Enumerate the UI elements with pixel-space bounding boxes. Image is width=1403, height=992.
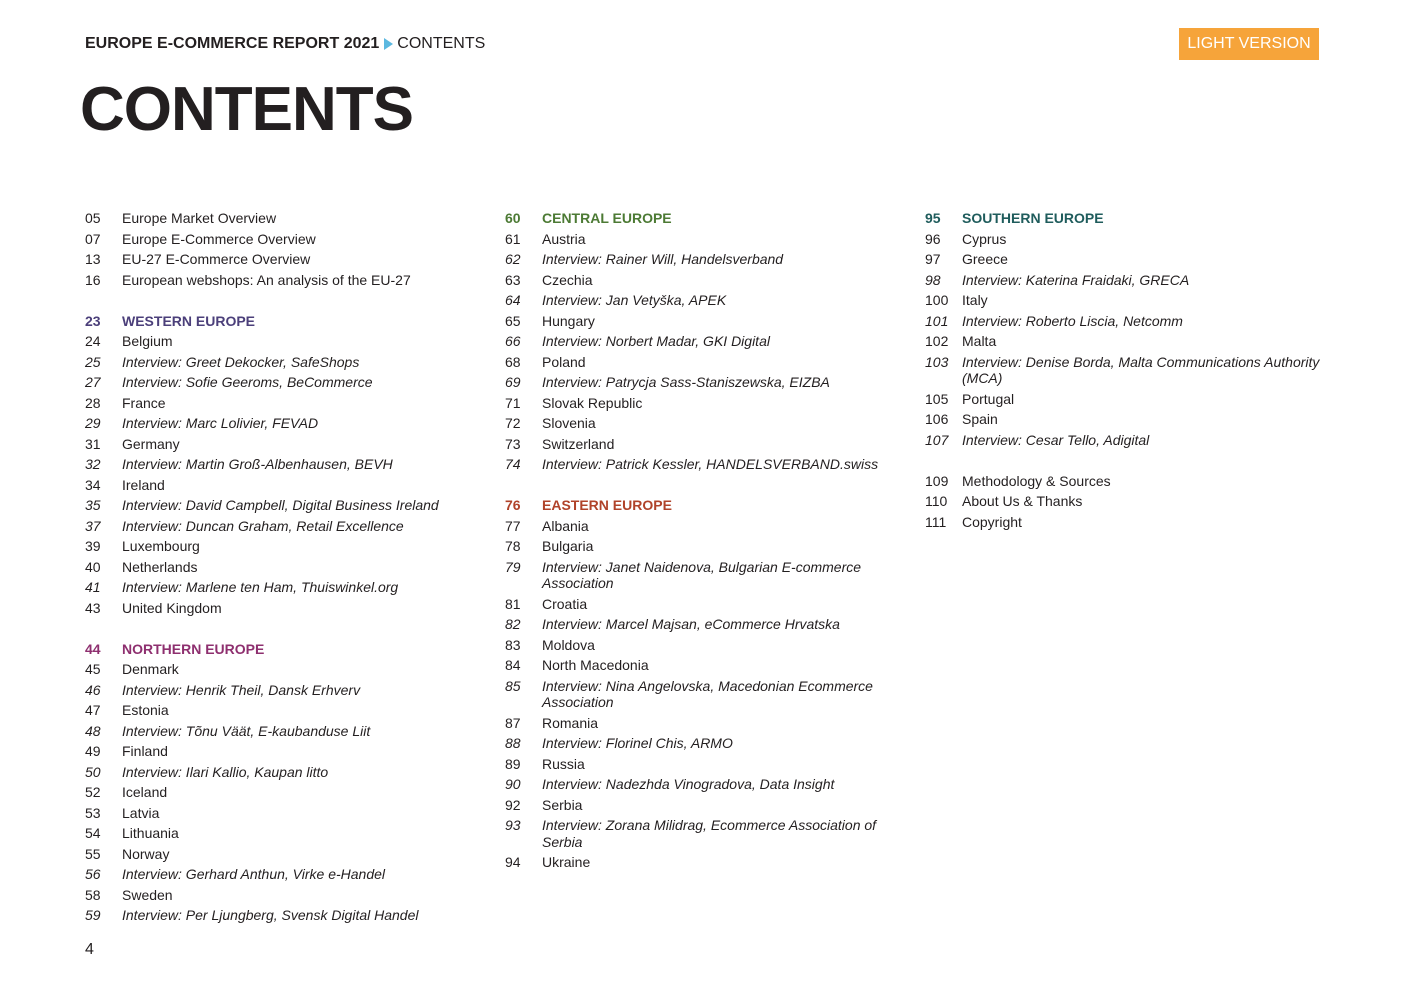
toc-entry[interactable] <box>925 331 1325 352</box>
toc-entry-title: About Us & Thanks <box>962 493 1083 509</box>
toc-entry-title: France <box>122 394 166 411</box>
report-title: EUROPE E-COMMERCE REPORT 2021 <box>85 35 380 52</box>
toc-page-number: 109 <box>925 472 949 489</box>
toc-entry[interactable] <box>505 754 905 775</box>
toc-entry[interactable] <box>505 372 905 393</box>
toc-entry[interactable] <box>505 733 905 754</box>
page-title: CONTENTS <box>80 75 413 144</box>
toc-entry[interactable] <box>85 557 485 578</box>
toc-page-number: 72 <box>505 415 521 431</box>
toc-page-number: 32 <box>85 456 101 472</box>
toc-entry[interactable] <box>85 762 485 783</box>
toc-page-number: 96 <box>925 230 941 247</box>
toc-entry[interactable] <box>505 774 905 795</box>
toc-entry-title: Interview: Per Ljungberg, Svensk Digital Handel <box>122 907 419 923</box>
toc-entry-title: United Kingdom <box>122 599 222 616</box>
toc-entry-title: Moldova <box>542 636 595 653</box>
toc-entry[interactable] <box>505 557 905 594</box>
toc-page-number: 100 <box>925 292 949 308</box>
toc-entry-title: Norway <box>122 845 170 862</box>
toc-entry-title: Greece <box>962 251 1008 267</box>
toc-entry[interactable] <box>85 885 485 906</box>
toc-entry-title: Denmark <box>122 661 179 677</box>
toc-page-number: 111 <box>925 513 947 530</box>
section-heading[interactable] <box>85 311 485 332</box>
toc-page-number: 82 <box>505 616 521 632</box>
toc-page-number: 49 <box>85 743 101 759</box>
toc-entry[interactable] <box>505 594 905 615</box>
toc-entry-title: Interview: Gerhard Anthun, Virke e-Handel <box>122 866 386 882</box>
toc-entry[interactable] <box>505 393 905 414</box>
toc-page-number: 68 <box>505 353 521 370</box>
toc-page-number: 31 <box>85 435 101 452</box>
toc-page-number: 95 <box>925 210 941 226</box>
contents-column-3 <box>925 208 1325 532</box>
toc-page-number: 48 <box>85 722 101 739</box>
toc-page-number: 41 <box>85 579 101 595</box>
toc-entry-title: Lithuania <box>122 825 179 841</box>
toc-entry-title: European webshops: An analysis of the EU-27 <box>122 271 411 288</box>
toc-entry[interactable] <box>85 823 485 844</box>
toc-page-number: 98 <box>925 271 941 288</box>
toc-entry[interactable] <box>85 905 485 926</box>
toc-entry[interactable] <box>505 795 905 816</box>
toc-page-number: 84 <box>505 657 521 673</box>
toc-entry-title: Poland <box>542 353 586 370</box>
toc-entry[interactable] <box>505 352 905 373</box>
toc-page-number: 60 <box>505 210 521 226</box>
toc-page-number: 24 <box>85 333 101 349</box>
breadcrumb-arrow-icon <box>384 38 393 50</box>
toc-entry[interactable] <box>85 844 485 865</box>
toc-entry[interactable] <box>505 676 905 713</box>
toc-entry-title: Ireland <box>122 476 165 493</box>
toc-entry[interactable] <box>925 352 1325 389</box>
toc-entry[interactable] <box>85 393 485 414</box>
report-header <box>85 33 485 55</box>
toc-entry[interactable] <box>85 208 485 229</box>
toc-entry[interactable] <box>85 659 485 680</box>
toc-entry[interactable] <box>85 680 485 701</box>
toc-entry-title: Interview: Henrik Theil, Dansk Erhverv <box>122 681 361 698</box>
toc-page-number: 27 <box>85 374 101 390</box>
section-heading[interactable] <box>925 208 1325 229</box>
toc-entry-title: Interview: Patrycja Sass-Staniszewska, EIZBA <box>542 374 830 390</box>
toc-entry[interactable] <box>925 471 1325 492</box>
toc-entry[interactable] <box>505 290 905 311</box>
toc-entry-title: Copyright <box>962 513 1022 530</box>
toc-entry[interactable] <box>925 290 1325 311</box>
toc-page-number: 58 <box>85 886 101 903</box>
toc-entry-title: EASTERN EUROPE <box>542 497 672 513</box>
toc-entry[interactable] <box>505 454 905 475</box>
toc-page-number: 07 <box>85 230 101 247</box>
toc-entry-title: Interview: Katerina Fraidaki, GRECA <box>962 271 1190 288</box>
toc-entry[interactable] <box>925 409 1325 430</box>
toc-entry[interactable] <box>925 249 1325 270</box>
toc-page-number: 110 <box>925 493 948 509</box>
toc-entry[interactable] <box>85 475 485 496</box>
toc-entry[interactable] <box>925 430 1325 451</box>
toc-page-number: 28 <box>85 394 101 411</box>
toc-page-number: 90 <box>505 776 521 792</box>
toc-entry-title: Finland <box>122 743 168 759</box>
section-heading[interactable] <box>85 639 485 660</box>
toc-entry-title: Interview: Cesar Tello, Adigital <box>962 431 1150 448</box>
page-number: 4 <box>85 941 94 958</box>
toc-entry-title: EU-27 E-Commerce Overview <box>122 251 311 267</box>
toc-entry-title: Ukraine <box>542 854 591 870</box>
toc-page-number: 54 <box>85 825 101 841</box>
toc-entry[interactable] <box>505 516 905 537</box>
toc-entry-title: Estonia <box>122 702 169 718</box>
toc-entry-title: Netherlands <box>122 558 198 575</box>
toc-entry[interactable] <box>85 700 485 721</box>
toc-entry-title: Czechia <box>542 271 593 288</box>
toc-page-number: 40 <box>85 558 101 575</box>
toc-entry[interactable] <box>85 782 485 803</box>
toc-entry-title: NORTHERN EUROPE <box>122 640 265 657</box>
toc-entry[interactable] <box>925 270 1325 291</box>
toc-entry[interactable] <box>505 655 905 676</box>
toc-entry-title: SOUTHERN EUROPE <box>962 210 1104 226</box>
toc-page-number: 105 <box>925 390 949 407</box>
toc-entry-title: Latvia <box>122 804 160 821</box>
toc-page-number: 106 <box>925 411 949 427</box>
toc-entry-title: Interview: Marcel Majsan, eCommerce Hrvatska <box>542 616 840 632</box>
toc-page-number: 62 <box>505 251 521 267</box>
toc-page-number: 101 <box>925 312 949 329</box>
toc-entry[interactable] <box>505 249 905 270</box>
toc-entry-title: Interview: Rainer Will, Handelsverband <box>542 251 784 267</box>
toc-entry-title: Switzerland <box>542 435 615 452</box>
toc-entry[interactable] <box>505 815 905 852</box>
toc-page-number: 64 <box>505 292 521 308</box>
toc-entry[interactable] <box>505 713 905 734</box>
toc-entry-title: Serbia <box>542 796 583 813</box>
toc-entry-title: Methodology & Sources <box>962 472 1111 489</box>
toc-page-number: 50 <box>85 763 101 780</box>
toc-entry[interactable] <box>505 434 905 455</box>
toc-page-number: 53 <box>85 804 101 821</box>
toc-page-number: 37 <box>85 517 101 534</box>
toc-entry[interactable] <box>925 389 1325 410</box>
toc-page-number: 63 <box>505 271 521 288</box>
breadcrumb-section: CONTENTS <box>397 35 486 52</box>
toc-page-number: 83 <box>505 636 521 653</box>
toc-entry-title: Interview: Jan Vetyška, APEK <box>542 292 727 308</box>
toc-entry[interactable] <box>925 491 1325 512</box>
toc-page-number: 23 <box>85 312 101 329</box>
toc-page-number: 102 <box>925 333 949 349</box>
toc-page-number: 29 <box>85 415 101 431</box>
toc-entry[interactable] <box>85 352 485 373</box>
toc-entry-title: Europe E-Commerce Overview <box>122 230 316 247</box>
toc-entry[interactable] <box>505 270 905 291</box>
toc-entry[interactable] <box>85 741 485 762</box>
toc-entry[interactable] <box>85 229 485 250</box>
toc-entry[interactable] <box>85 864 485 885</box>
toc-entry[interactable] <box>925 229 1325 250</box>
toc-entry-title: Interview: Janet Naidenova, Bulgarian E-commerce Association <box>542 558 862 591</box>
toc-page-number: 34 <box>85 476 101 493</box>
toc-entry-title: Interview: Marlene ten Ham, Thuiswinkel.org <box>122 579 399 595</box>
toc-entry-title: Cyprus <box>962 230 1007 247</box>
toc-entry-title: Interview: David Campbell, Digital Business Ireland <box>122 497 439 513</box>
toc-page-number: 78 <box>505 538 521 554</box>
toc-page-number: 35 <box>85 497 101 513</box>
toc-page-number: 76 <box>505 497 521 513</box>
toc-page-number: 66 <box>505 333 521 349</box>
toc-entry[interactable] <box>85 721 485 742</box>
toc-entry-title: Interview: Marc Lolivier, FEVAD <box>122 415 319 431</box>
toc-entry[interactable] <box>85 577 485 598</box>
toc-page-number: 92 <box>505 796 521 813</box>
toc-entry-title: Slovak Republic <box>542 394 643 411</box>
toc-page-number: 43 <box>85 599 101 616</box>
toc-entry[interactable] <box>85 598 485 619</box>
toc-page-number: 73 <box>505 435 521 452</box>
toc-entry-title: Slovenia <box>542 415 596 431</box>
toc-entry-title: Europe Market Overview <box>122 210 277 226</box>
toc-entry-title: Interview: Norbert Madar, GKI Digital <box>542 333 770 349</box>
toc-entry[interactable] <box>85 434 485 455</box>
toc-entry[interactable] <box>85 803 485 824</box>
toc-page-number: 61 <box>505 230 521 247</box>
toc-entry[interactable] <box>85 270 485 291</box>
toc-page-number: 81 <box>505 595 521 612</box>
toc-page-number: 103 <box>925 353 949 370</box>
toc-entry-title: Austria <box>542 230 586 247</box>
toc-entry[interactable] <box>505 311 905 332</box>
toc-entry-title: Hungary <box>542 312 595 329</box>
toc-page-number: 65 <box>505 312 521 329</box>
toc-entry-title: Interview: Ilari Kallio, Kaupan litto <box>122 763 329 780</box>
toc-page-number: 13 <box>85 251 101 267</box>
toc-entry-title: Luxembourg <box>122 538 200 554</box>
toc-entry-title: CENTRAL EUROPE <box>542 210 672 226</box>
toc-page-number: 59 <box>85 907 101 923</box>
toc-page-number: 94 <box>505 854 521 870</box>
toc-entry[interactable] <box>505 614 905 635</box>
toc-page-number: 77 <box>505 517 521 534</box>
toc-entry-title: Interview: Zorana Milidrag, Ecommerce Association of Serbia <box>542 817 877 850</box>
toc-entry-title: Belgium <box>122 333 173 349</box>
toc-entry-title: Germany <box>122 435 180 452</box>
toc-entry-title: Spain <box>962 411 998 427</box>
toc-entry-title: Albania <box>542 517 589 534</box>
toc-entry-title: Interview: Patrick Kessler, HANDELSVERBAND.swiss <box>542 456 879 472</box>
toc-entry[interactable] <box>505 536 905 557</box>
toc-entry[interactable] <box>505 852 905 873</box>
toc-page-number: 46 <box>85 681 101 698</box>
toc-entry[interactable] <box>85 249 485 270</box>
section-heading[interactable] <box>505 208 905 229</box>
toc-page-number: 89 <box>505 755 521 772</box>
toc-entry[interactable] <box>505 229 905 250</box>
toc-entry[interactable] <box>85 495 485 516</box>
contents-column-1 <box>85 208 485 926</box>
toc-page-number: 97 <box>925 251 941 267</box>
toc-entry-title: Interview: Florinel Chis, ARMO <box>542 735 733 751</box>
toc-entry-title: Interview: Greet Dekocker, SafeShops <box>122 353 360 370</box>
toc-entry-title: Croatia <box>542 595 588 612</box>
toc-page-number: 85 <box>505 677 521 694</box>
toc-page-number: 45 <box>85 661 101 677</box>
toc-entry[interactable] <box>505 635 905 656</box>
toc-page-number: 69 <box>505 374 521 390</box>
toc-page-number: 71 <box>505 394 521 411</box>
toc-entry-title: Italy <box>962 292 988 308</box>
toc-entry-title: Interview: Nadezhda Vinogradova, Data Insight <box>542 776 835 792</box>
toc-entry[interactable] <box>505 413 905 434</box>
toc-entry[interactable] <box>85 331 485 352</box>
toc-entry-title: North Macedonia <box>542 657 649 673</box>
toc-entry-title: Interview: Martin Groß-Albenhausen, BEVH <box>122 456 393 472</box>
toc-entry[interactable] <box>85 516 485 537</box>
toc-page-number: 93 <box>505 817 521 833</box>
toc-entry-title: Interview: Nina Angelovska, Macedonian Ecommerce Association <box>542 677 873 710</box>
toc-page-number: 88 <box>505 735 521 751</box>
toc-page-number: 47 <box>85 702 101 718</box>
toc-page-number: 05 <box>85 210 101 226</box>
toc-entry-title: Romania <box>542 714 599 731</box>
contents-column-2 <box>505 208 905 873</box>
toc-entry-title: Sweden <box>122 886 173 903</box>
toc-entry-title: Interview: Roberto Liscia, Netcomm <box>962 312 1183 329</box>
toc-page-number: 87 <box>505 714 521 731</box>
toc-page-number: 79 <box>505 558 521 575</box>
toc-entry-title: Portugal <box>962 390 1015 407</box>
toc-page-number: 56 <box>85 866 101 882</box>
toc-entry-title: Interview: Denise Borda, Malta Communications Authority (MCA) <box>962 353 1320 386</box>
toc-entry[interactable] <box>925 512 1325 533</box>
toc-entry[interactable] <box>505 331 905 352</box>
toc-page-number: 107 <box>925 431 949 448</box>
toc-entry-title: Bulgaria <box>542 538 594 554</box>
toc-page-number: 39 <box>85 538 101 554</box>
toc-entry[interactable] <box>85 372 485 393</box>
toc-entry-title: Interview: Sofie Geeroms, BeCommerce <box>122 374 373 390</box>
toc-entry-title: WESTERN EUROPE <box>122 312 256 329</box>
toc-page-number: 74 <box>505 456 521 472</box>
toc-entry-title: Malta <box>962 333 997 349</box>
toc-entry-title: Interview: Tõnu Väät, E-kaubanduse Liit <box>122 722 371 739</box>
toc-entry-title: Russia <box>542 755 585 772</box>
toc-entry-title: Interview: Duncan Graham, Retail Excellence <box>122 517 404 534</box>
section-heading[interactable] <box>505 495 905 516</box>
toc-page-number: 44 <box>85 640 101 657</box>
light-version-badge: LIGHT VERSION <box>1179 28 1319 60</box>
toc-entry-title: Iceland <box>122 784 168 800</box>
toc-entry[interactable] <box>85 454 485 475</box>
toc-entry[interactable] <box>85 536 485 557</box>
toc-entry[interactable] <box>85 413 485 434</box>
toc-page-number: 25 <box>85 353 101 370</box>
toc-page-number: 52 <box>85 784 101 800</box>
toc-page-number: 55 <box>85 845 101 862</box>
toc-entry[interactable] <box>925 311 1325 332</box>
toc-page-number: 16 <box>85 271 101 288</box>
